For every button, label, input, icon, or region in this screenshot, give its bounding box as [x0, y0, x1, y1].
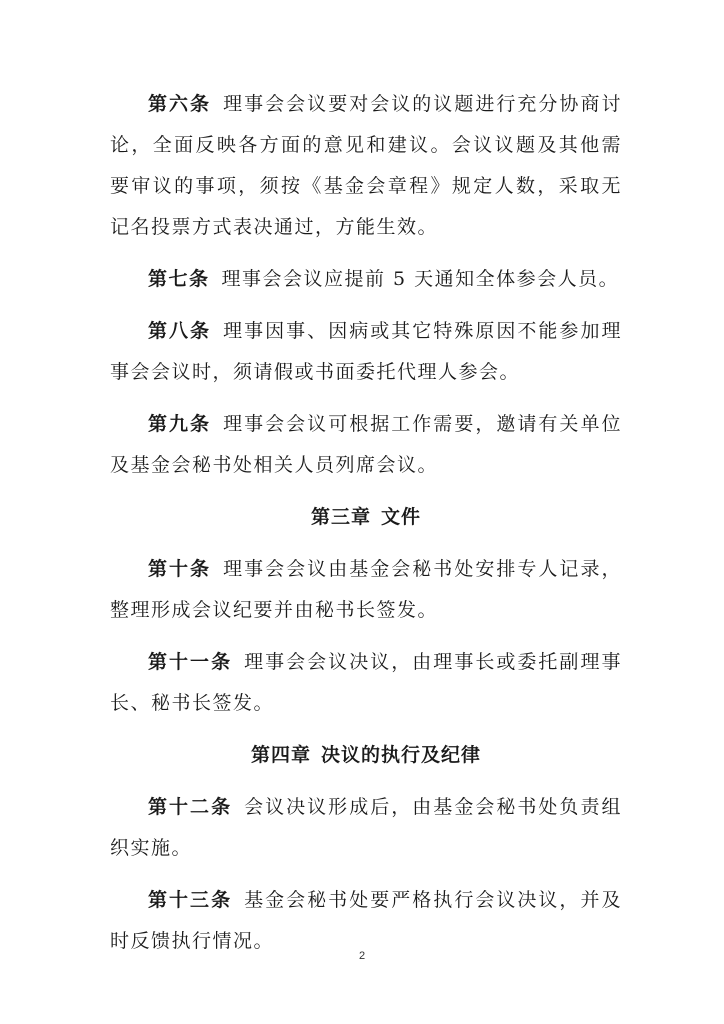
article-label: 第九条: [148, 413, 212, 435]
chapter-4-heading: [110, 735, 622, 776]
chapter-title: 决议的执行及纪律: [321, 744, 482, 766]
article-label: 第十三条: [148, 889, 233, 911]
article-label: 第十二条: [148, 796, 233, 818]
chapter-number: 第四章: [250, 744, 311, 766]
page-number: 2: [358, 950, 366, 962]
article-label: 第六条: [148, 93, 212, 115]
article-12: [110, 787, 622, 869]
chapter-3-heading: [110, 497, 622, 538]
article-label: 第七条: [148, 268, 210, 290]
article-text: 基金会秘书处要严格执行会议决议，并及时反馈执行情况。: [110, 889, 622, 952]
article-10: [110, 549, 622, 631]
article-6: [110, 84, 622, 248]
article-label: 第八条: [148, 320, 212, 342]
article-text: 会议决议形成后，由基金会秘书处负责组织实施。: [110, 796, 622, 859]
chapter-number: 第三章: [310, 506, 371, 528]
article-9: [110, 404, 622, 486]
article-11: [110, 642, 622, 724]
article-text: 理事会会议可根据工作需要，邀请有关单位及基金会秘书处相关人员列席会议。: [110, 413, 622, 476]
article-text: 理事因事、因病或其它特殊原因不能参加理事会会议时，须请假或书面委托代理人参会。: [110, 320, 622, 383]
article-8: [110, 311, 622, 393]
article-text: 理事会会议由基金会秘书处安排专人记录，整理形成会议纪要并由秘书长签发。: [110, 558, 622, 621]
document-body: [110, 84, 622, 973]
article-text: 理事会会议决议，由理事长或委托副理事长、秘书长签发。: [110, 651, 622, 714]
article-text: 理事会会议要对会议的议题进行充分协商讨论，全面反映各方面的意见和建议。会议议题及其他需要审议的事项，须按《基金会章程》规定人数，采取无记名投票方式表决通过，方能生效。: [110, 93, 622, 238]
article-label: 第十条: [148, 558, 212, 580]
article-label: 第十一条: [148, 651, 233, 673]
article-7: [110, 259, 622, 300]
article-text: 理事会会议应提前 5 天通知全体参会人员。: [221, 268, 620, 290]
chapter-title: 文件: [381, 506, 422, 528]
